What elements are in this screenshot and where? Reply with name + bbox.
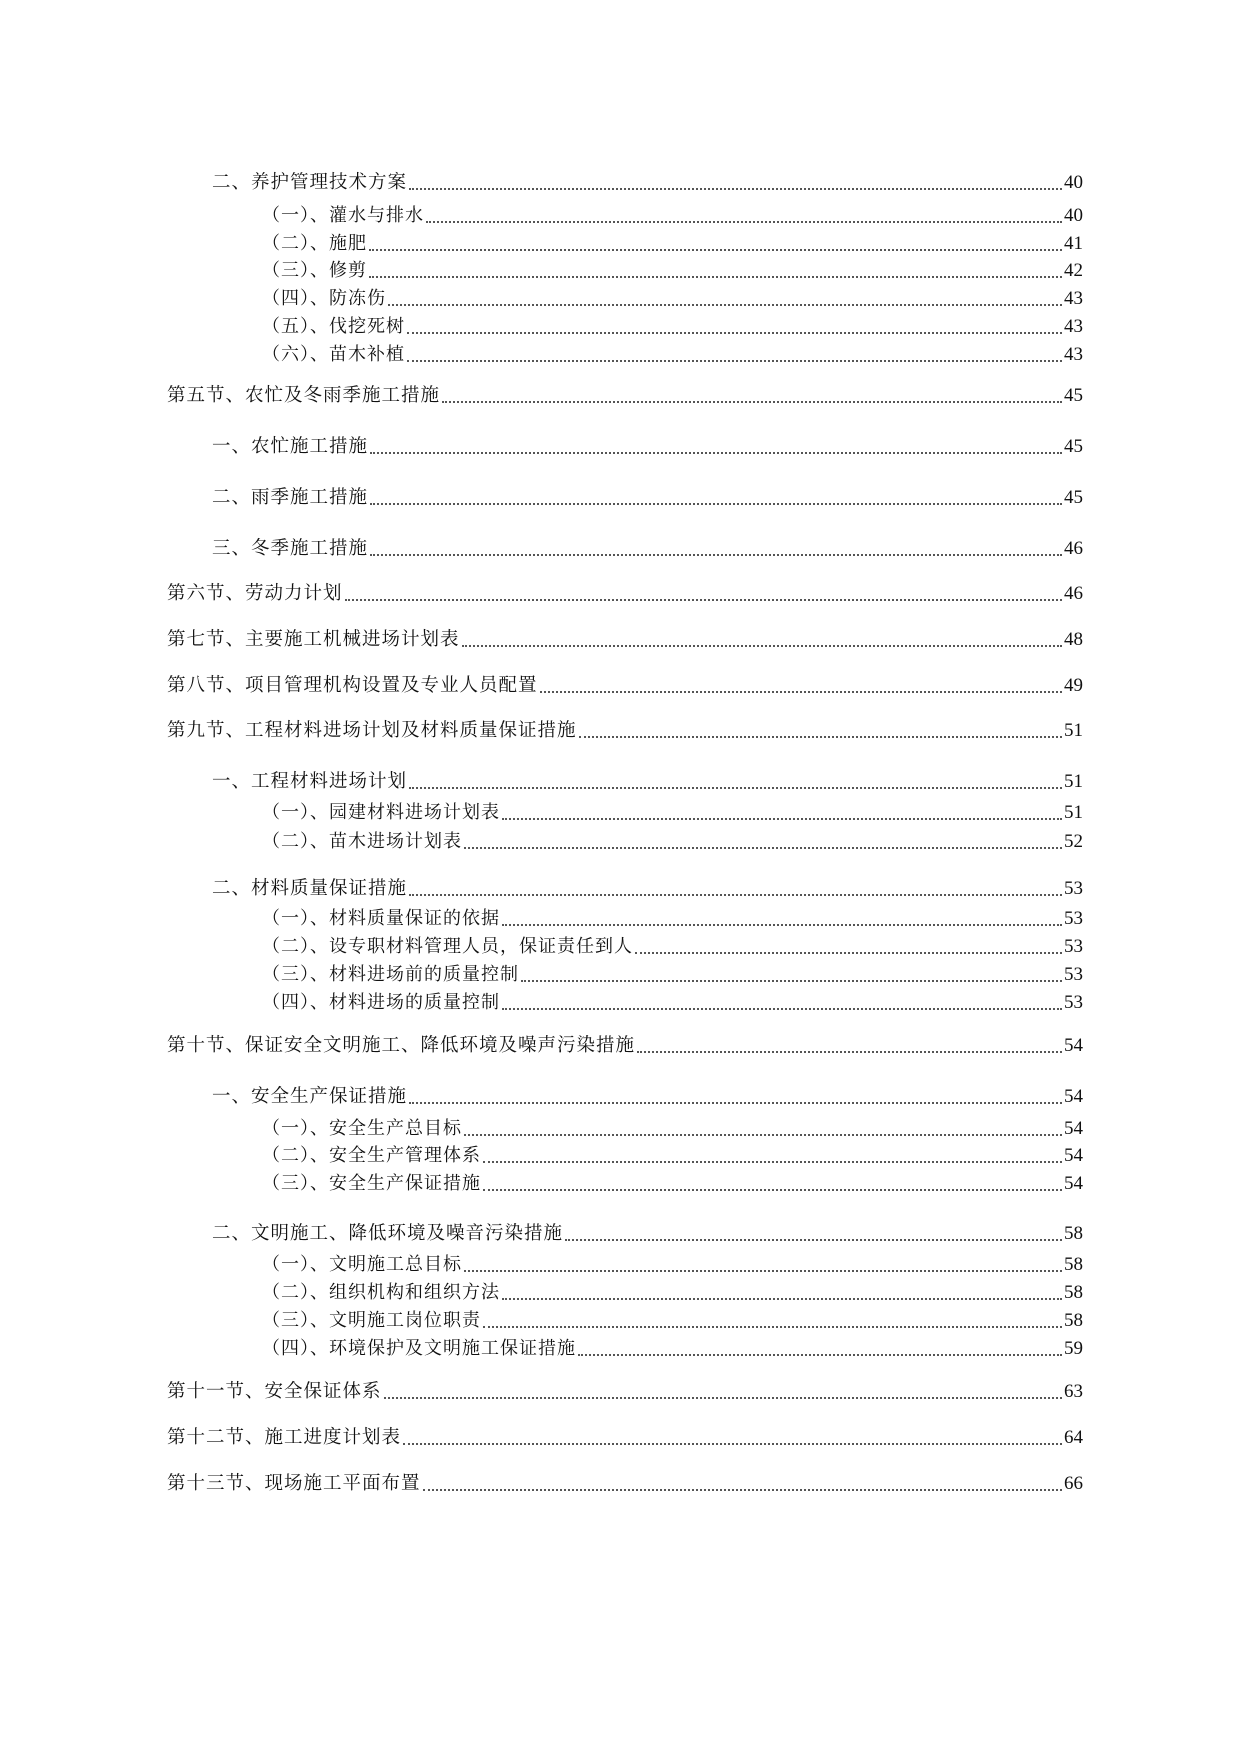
toc-entry[interactable] [262,1336,1083,1362]
toc-dot-leader [502,924,1062,926]
toc-entry-page-number: 53 [1064,908,1083,929]
toc-entry-page-number: 54 [1064,1118,1083,1139]
toc-entry-title: 第十二节、施工进度计划表 [167,1427,402,1448]
toc-entry-page-number: 53 [1064,936,1083,957]
toc-entry-title: （三）、文明施工岗位职责 [262,1310,481,1331]
toc-entry-page-number: 54 [1064,1145,1083,1166]
toc-entry-title: （四）、环境保护及文明施工保证措施 [262,1338,576,1359]
toc-entry-title: 二、养护管理技术方案 [212,172,408,193]
toc-entry-title: （三）、材料进场前的质量控制 [262,964,519,985]
toc-dot-leader [345,599,1062,601]
toc-entry-title: 二、雨季施工措施 [212,487,369,508]
toc-entry[interactable] [262,1171,1083,1197]
toc-entry[interactable] [262,934,1083,960]
toc-entry[interactable] [262,314,1083,340]
toc-entry-page-number: 45 [1064,436,1083,457]
toc-entry-page-number: 54 [1064,1035,1083,1056]
toc-dot-leader [370,554,1062,556]
toc-entry-title: （六）、苗木补植 [262,344,405,365]
toc-dot-leader [442,401,1062,403]
toc-entry[interactable] [262,1252,1083,1278]
toc-entry-title: 二、材料质量保证措施 [212,878,408,899]
toc-entry-title: （三）、修剪 [262,260,367,281]
toc-entry[interactable] [212,876,1083,902]
toc-entry-title: （一）、材料质量保证的依据 [262,908,500,929]
toc-dot-leader [403,1443,1062,1445]
toc-entry-page-number: 49 [1064,675,1083,696]
toc-entry-title: （二）、设专职材料管理人员，保证责任到人 [262,936,633,957]
toc-entry[interactable] [212,536,1083,562]
toc-entry-page-number: 41 [1064,233,1083,254]
toc-entry[interactable] [212,434,1083,460]
toc-entry-page-number: 40 [1064,205,1083,226]
toc-dot-leader [540,691,1062,693]
toc-entry-title: （五）、伐挖死树 [262,316,405,337]
toc-entry[interactable] [167,581,1083,607]
toc-entry[interactable] [212,769,1083,795]
toc-entry-page-number: 54 [1064,1086,1083,1107]
toc-dot-leader [565,1239,1062,1241]
toc-dot-leader [464,1134,1062,1136]
toc-entry[interactable] [212,170,1083,196]
toc-dot-leader [578,1354,1062,1356]
toc-entry-page-number: 51 [1064,720,1083,741]
toc-entry-title: （一）、安全生产总目标 [262,1118,462,1139]
toc-entry-page-number: 46 [1064,538,1083,559]
toc-dot-leader [407,360,1062,362]
toc-entry-title: 第七节、主要施工机械进场计划表 [167,629,460,650]
toc-entry-page-number: 45 [1064,487,1083,508]
toc-dot-leader [462,645,1062,647]
toc-dot-leader [502,1298,1062,1300]
toc-dot-leader [502,818,1062,820]
toc-dot-leader [369,249,1062,251]
toc-entry-title: （一）、文明施工总目标 [262,1254,462,1275]
toc-entry-title: （二）、安全生产管理体系 [262,1145,481,1166]
toc-entry-page-number: 46 [1064,583,1083,604]
toc-entry-title: 第八节、项目管理机构设置及专业人员配置 [167,675,538,696]
toc-dot-leader [409,1102,1062,1104]
toc-entry-page-number: 54 [1064,1173,1083,1194]
toc-entry-page-number: 45 [1064,385,1083,406]
toc-entry-title: （一）、园建材料进场计划表 [262,802,500,823]
toc-dot-leader [483,1326,1062,1328]
toc-entry[interactable] [262,829,1083,855]
toc-entry[interactable] [262,286,1083,312]
toc-entry-page-number: 53 [1064,878,1083,899]
toc-entry-page-number: 58 [1064,1223,1083,1244]
toc-entry-page-number: 43 [1064,316,1083,337]
toc-entry[interactable] [262,258,1083,284]
toc-entry-page-number: 48 [1064,629,1083,650]
toc-entry-title: 第六节、劳动力计划 [167,583,343,604]
toc-dot-leader [369,276,1062,278]
toc-dot-leader [483,1189,1062,1191]
toc-entry[interactable] [262,1143,1083,1169]
toc-entry-title: 一、工程材料进场计划 [212,771,408,792]
toc-entry-title: （四）、防冻伤 [262,288,386,309]
toc-dot-leader [409,188,1062,190]
toc-entry[interactable] [262,990,1083,1016]
toc-entry[interactable] [262,1280,1083,1306]
toc-entry-page-number: 53 [1064,964,1083,985]
toc-entry-title: 第十一节、安全保证体系 [167,1381,382,1402]
toc-entry[interactable] [167,1425,1083,1451]
toc-entry-title: 一、农忙施工措施 [212,436,369,457]
toc-dot-leader [502,1008,1062,1010]
toc-entry-page-number: 52 [1064,831,1083,852]
toc-dot-leader [370,452,1062,454]
toc-entry[interactable] [212,1221,1083,1247]
toc-dot-leader [370,503,1062,505]
toc-entry[interactable] [262,800,1083,826]
toc-dot-leader [464,847,1062,849]
toc-entry-page-number: 58 [1064,1282,1083,1303]
toc-entry[interactable] [262,203,1083,229]
toc-entry-page-number: 43 [1064,288,1083,309]
toc-entry[interactable] [167,627,1083,653]
toc-dot-leader [407,332,1062,334]
toc-entry[interactable] [262,342,1083,368]
toc-dot-leader [635,952,1062,954]
toc-entry-title: 三、冬季施工措施 [212,538,369,559]
toc-entry-page-number: 58 [1064,1310,1083,1331]
toc-dot-leader [384,1397,1062,1399]
toc-entry-title: 第十节、保证安全文明施工、降低环境及噪声污染措施 [167,1035,636,1056]
toc-dot-leader [426,221,1062,223]
toc-entry-title: （二）、苗木进场计划表 [262,831,462,852]
toc-entry-title: （二）、组织机构和组织方法 [262,1282,500,1303]
toc-entry[interactable] [167,1379,1083,1405]
toc-entry[interactable] [167,1471,1083,1497]
toc-entry[interactable] [262,906,1083,932]
toc-entry-title: 第十三节、现场施工平面布置 [167,1473,421,1494]
toc-entry[interactable] [167,718,1083,744]
toc-entry-page-number: 53 [1064,992,1083,1013]
toc-entry-title: （二）、施肥 [262,233,367,254]
toc-entry-title: 二、文明施工、降低环境及噪音污染措施 [212,1223,564,1244]
toc-entry-page-number: 59 [1064,1338,1083,1359]
toc-dot-leader [423,1489,1062,1491]
toc-entry-title: 一、安全生产保证措施 [212,1086,408,1107]
toc-entry-page-number: 51 [1064,802,1083,823]
toc-entry-page-number: 51 [1064,771,1083,792]
toc-entry[interactable] [262,962,1083,988]
toc-entry-page-number: 42 [1064,260,1083,281]
toc-entry-page-number: 63 [1064,1381,1083,1402]
toc-entry-page-number: 43 [1064,344,1083,365]
toc-entry[interactable] [262,1308,1083,1334]
toc-entry-page-number: 66 [1064,1473,1083,1494]
toc-entry[interactable] [262,231,1083,257]
toc-entry[interactable] [212,485,1083,511]
toc-dot-leader [388,304,1062,306]
toc-dot-leader [637,1051,1062,1053]
toc-entry-page-number: 40 [1064,172,1083,193]
toc-dot-leader [483,1161,1062,1163]
toc-entry-title: （一）、灌水与排水 [262,205,424,226]
toc-entry-page-number: 58 [1064,1254,1083,1275]
toc-entry-page-number: 64 [1064,1427,1083,1448]
toc-entry[interactable] [167,673,1083,699]
toc-entry[interactable] [167,1033,1083,1059]
toc-entry[interactable] [212,1084,1083,1110]
toc-entry-title: （四）、材料进场的质量控制 [262,992,500,1013]
toc-entry[interactable] [262,1116,1083,1142]
toc-entry-title: 第五节、农忙及冬雨季施工措施 [167,385,441,406]
toc-entry-title: （三）、安全生产保证措施 [262,1173,481,1194]
toc-dot-leader [409,894,1062,896]
toc-dot-leader [409,787,1062,789]
toc-dot-leader [464,1270,1062,1272]
toc-dot-leader [579,736,1062,738]
toc-dot-leader [521,980,1062,982]
toc-entry[interactable] [167,383,1083,409]
toc-entry-title: 第九节、工程材料进场计划及材料质量保证措施 [167,720,577,741]
